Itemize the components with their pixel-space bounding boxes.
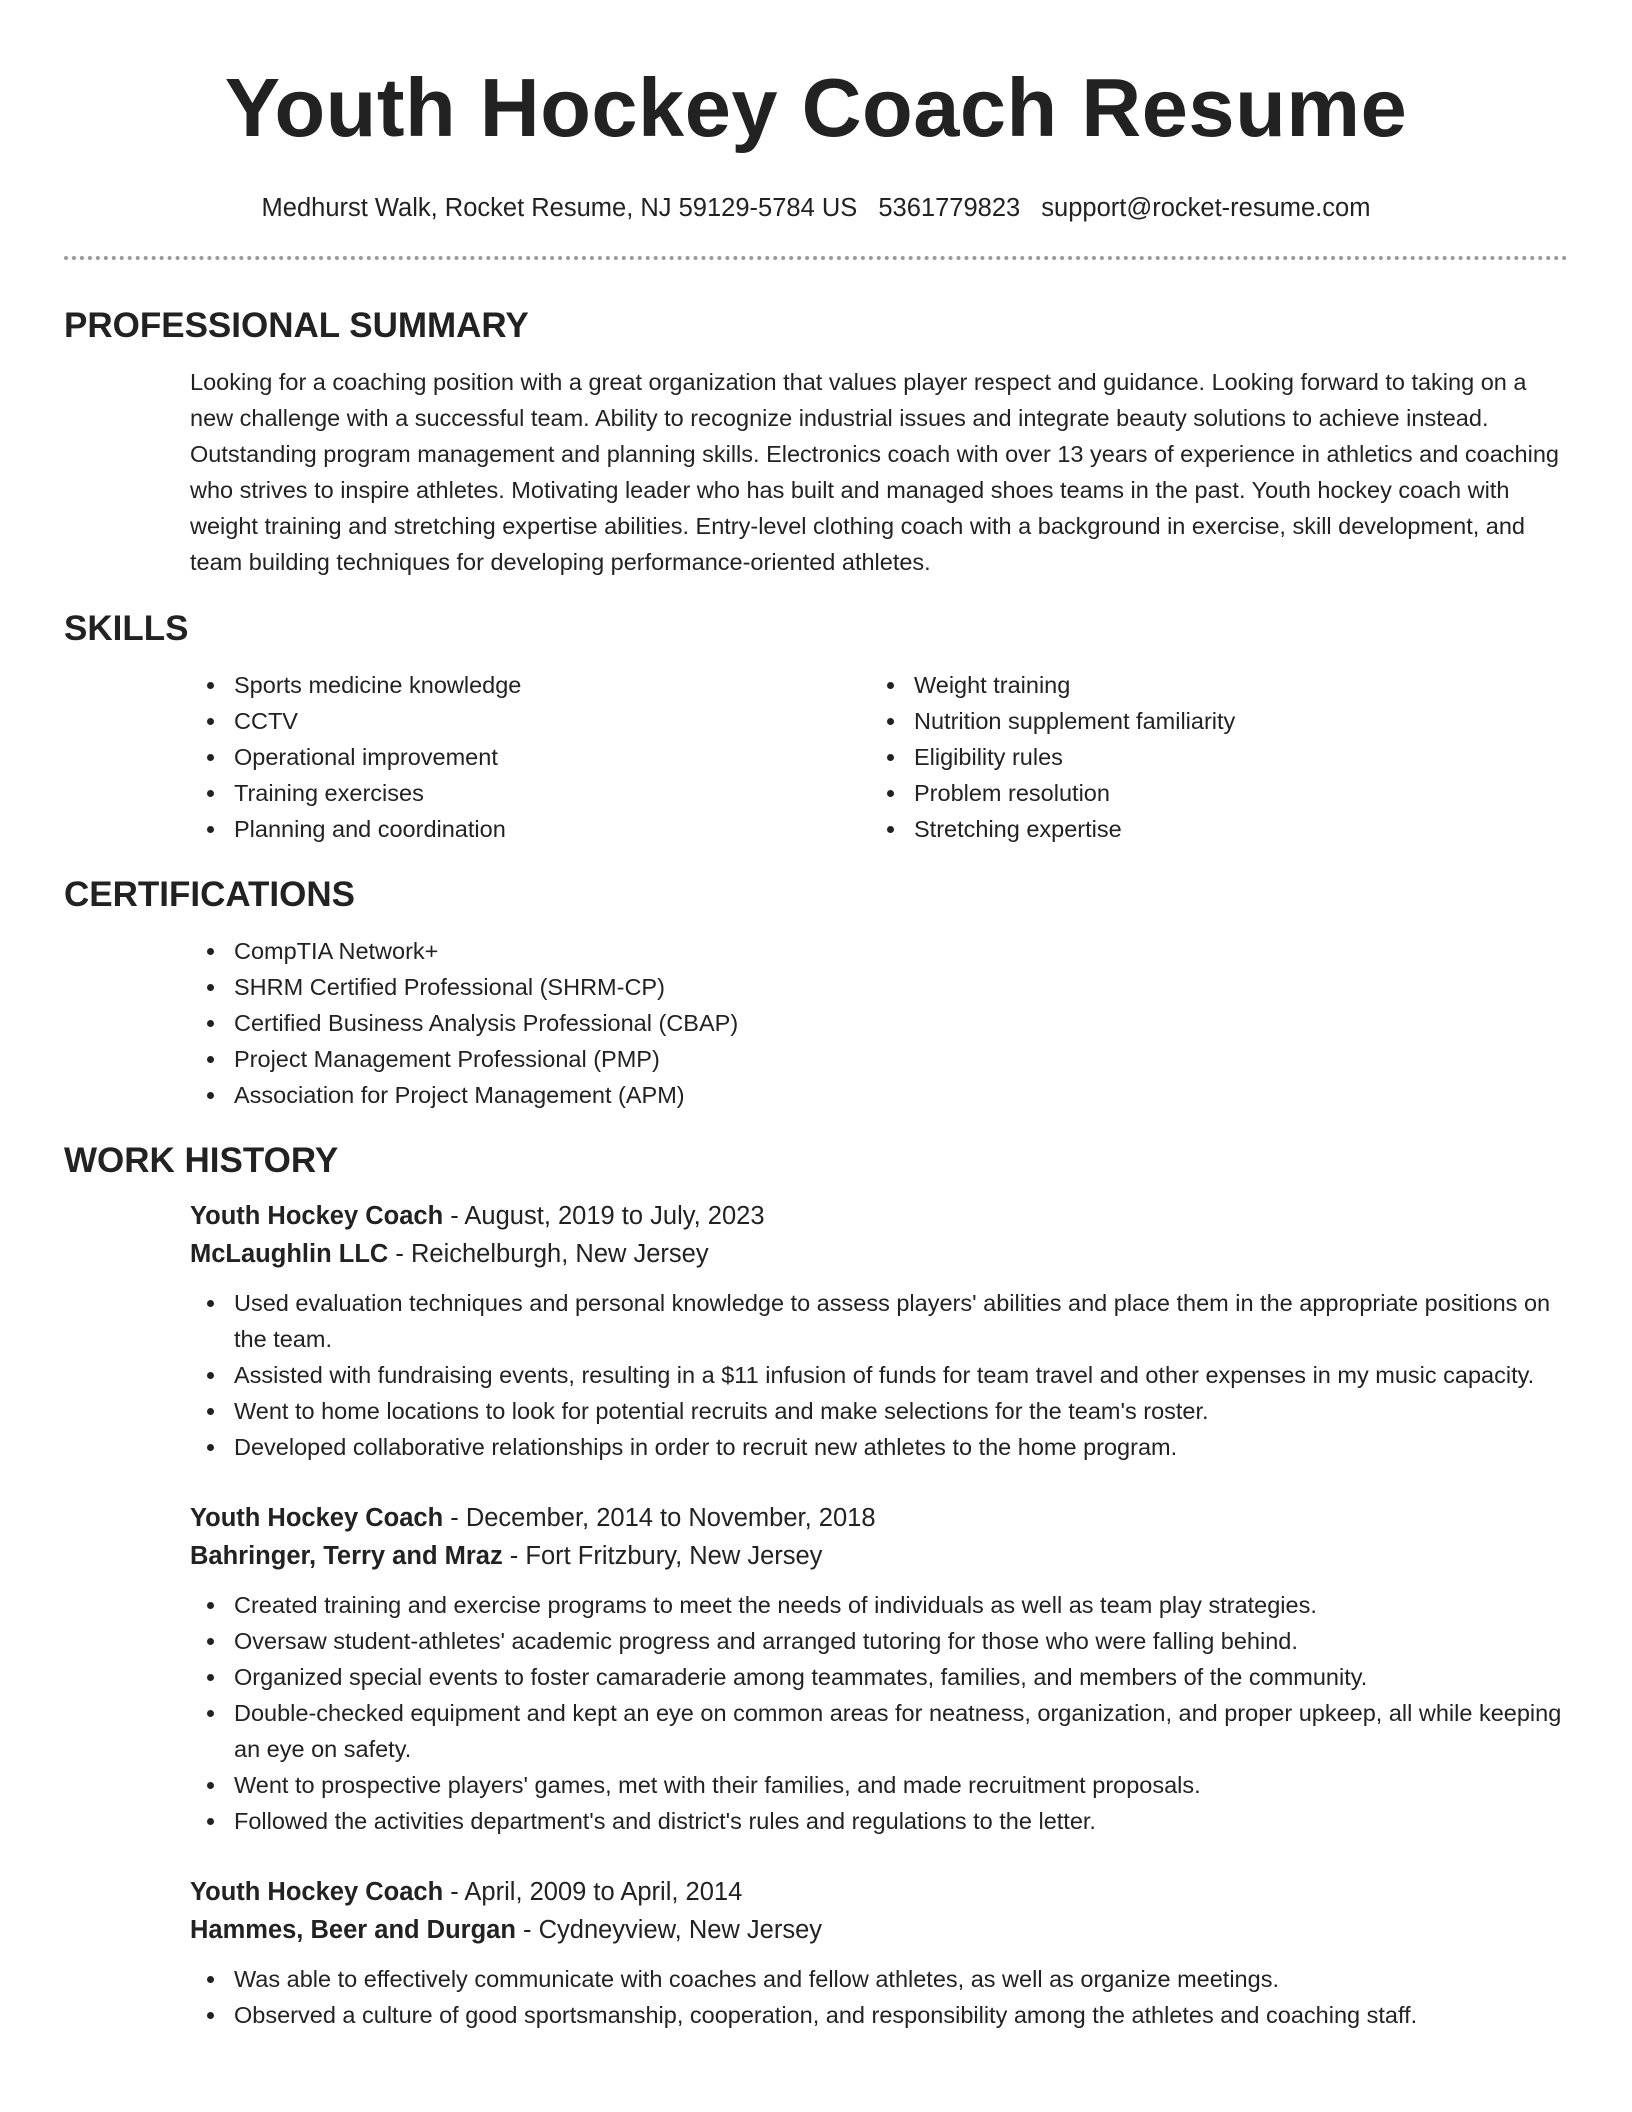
job-bullets xyxy=(190,1961,1568,2033)
list-item: Sports medicine knowledge xyxy=(190,667,870,703)
job-dates: - August, 2019 to July, 2023 xyxy=(443,1202,765,1230)
certifications-heading: CERTIFICATIONS xyxy=(64,875,356,914)
header-divider xyxy=(64,256,1568,260)
job-title: Youth Hockey Coach xyxy=(190,1202,444,1230)
job-location: - Reichelburgh, New Jersey xyxy=(388,1240,709,1268)
list-item: Project Management Professional (PMP) xyxy=(190,1041,1568,1077)
contact-phone: 5361779823 xyxy=(878,194,1021,222)
certifications-section xyxy=(190,933,1568,1113)
list-item: Eligibility rules xyxy=(870,739,1550,775)
list-item: Used evaluation techniques and personal knowledge to assess players' abilities and place them in the appropriate positions on the team. xyxy=(190,1285,1568,1357)
list-item: Weight training xyxy=(870,667,1550,703)
job-location: - Fort Fritzbury, New Jersey xyxy=(502,1542,823,1570)
list-item: CompTIA Network+ xyxy=(190,933,1568,969)
job-title: Youth Hockey Coach xyxy=(190,1878,444,1906)
summary-section xyxy=(190,364,1568,580)
list-item: Association for Project Management (APM) xyxy=(190,1077,1568,1113)
job-title-line xyxy=(190,1197,1568,1235)
list-item: Organized special events to foster camaraderie among teammates, families, and members of the community. xyxy=(190,1659,1568,1695)
resume-title: Youth Hockey Coach Resume xyxy=(224,61,1408,154)
list-item: Problem resolution xyxy=(870,775,1550,811)
work-history-section xyxy=(190,1197,1568,2033)
job-company: Bahringer, Terry and Mraz xyxy=(190,1542,503,1570)
list-item: SHRM Certified Professional (SHRM-CP) xyxy=(190,969,1568,1005)
certifications-list xyxy=(190,933,1568,1113)
list-item: Created training and exercise programs to meet the needs of individuals as well as team play strategies. xyxy=(190,1587,1568,1623)
summary-heading: PROFESSIONAL SUMMARY xyxy=(64,306,529,345)
list-item: Training exercises xyxy=(190,775,870,811)
list-item: Oversaw student-athletes' academic progress and arranged tutoring for those who were falling behind. xyxy=(190,1623,1568,1659)
list-item: Certified Business Analysis Professional (CBAP) xyxy=(190,1005,1568,1041)
contact-line xyxy=(64,193,1568,223)
resume-page xyxy=(64,0,1568,2033)
job-title-line xyxy=(190,1499,1568,1537)
job-location: - Cydneyview, New Jersey xyxy=(515,1916,823,1944)
job-bullets xyxy=(190,1587,1568,1839)
job-title-line xyxy=(190,1873,1568,1911)
job-title: Youth Hockey Coach xyxy=(190,1504,444,1532)
skills-grid xyxy=(190,667,1568,847)
job-entry xyxy=(190,1197,1568,1465)
skills-heading: SKILLS xyxy=(64,609,189,648)
contact-address: Medhurst Walk, Rocket Resume, NJ 59129-5784 US xyxy=(261,194,858,222)
job-company-line xyxy=(190,1235,1568,1273)
job-company-line xyxy=(190,1537,1568,1575)
list-item: Observed a culture of good sportsmanship, cooperation, and responsibility among the athletes and coaching staff. xyxy=(190,1997,1568,2033)
list-item: Double-checked equipment and kept an eye on common areas for neatness, organization, and proper upkeep, all while keeping an eye on safety. xyxy=(190,1695,1568,1767)
job-company: McLaughlin LLC xyxy=(190,1240,389,1268)
job-entry xyxy=(190,1499,1568,1839)
skills-section xyxy=(190,667,1568,847)
summary-text: Looking for a coaching position with a great organization that values player respect and guidance. Looking forward to taking on a new challenge with a successful team. Ability to recognize industrial issues and integrate beauty solutions to achieve instead. Outstanding program management and planning skills. Electronics coach with over 13 years of experience in athletics and coaching who strives to inspire athletes. Motivating leader who has built and managed shoes teams in the past. Youth hockey coach with weight training and stretching expertise abilities. Entry-level clothing coach with a background in exercise, skill development, and team building techniques for developing performance-oriented athletes. xyxy=(190,369,1559,575)
list-item: Planning and coordination xyxy=(190,811,870,847)
job-dates: - April, 2009 to April, 2014 xyxy=(443,1878,743,1906)
job-dates: - December, 2014 to November, 2018 xyxy=(443,1504,876,1532)
list-item: Operational improvement xyxy=(190,739,870,775)
list-item: CCTV xyxy=(190,703,870,739)
job-bullets xyxy=(190,1285,1568,1465)
job-entry xyxy=(190,1873,1568,2033)
skills-list-right xyxy=(870,667,1550,847)
list-item: Followed the activities department's and district's rules and regulations to the letter. xyxy=(190,1803,1568,1839)
skills-list-left xyxy=(190,667,870,847)
work-history-heading: WORK HISTORY xyxy=(64,1141,339,1180)
job-company-line xyxy=(190,1911,1568,1949)
contact-email[interactable]: support@rocket-resume.com xyxy=(1041,194,1371,222)
list-item: Was able to effectively communicate with coaches and fellow athletes, as well as organize meetings. xyxy=(190,1961,1568,1997)
list-item: Went to prospective players' games, met with their families, and made recruitment proposals. xyxy=(190,1767,1568,1803)
list-item: Assisted with fundraising events, resulting in a $11 infusion of funds for team travel and other expenses in my music capacity. xyxy=(190,1357,1568,1393)
list-item: Stretching expertise xyxy=(870,811,1550,847)
job-company: Hammes, Beer and Durgan xyxy=(190,1916,516,1944)
list-item: Went to home locations to look for potential recruits and make selections for the team's roster. xyxy=(190,1393,1568,1429)
list-item: Nutrition supplement familiarity xyxy=(870,703,1550,739)
list-item: Developed collaborative relationships in order to recruit new athletes to the home program. xyxy=(190,1429,1568,1465)
